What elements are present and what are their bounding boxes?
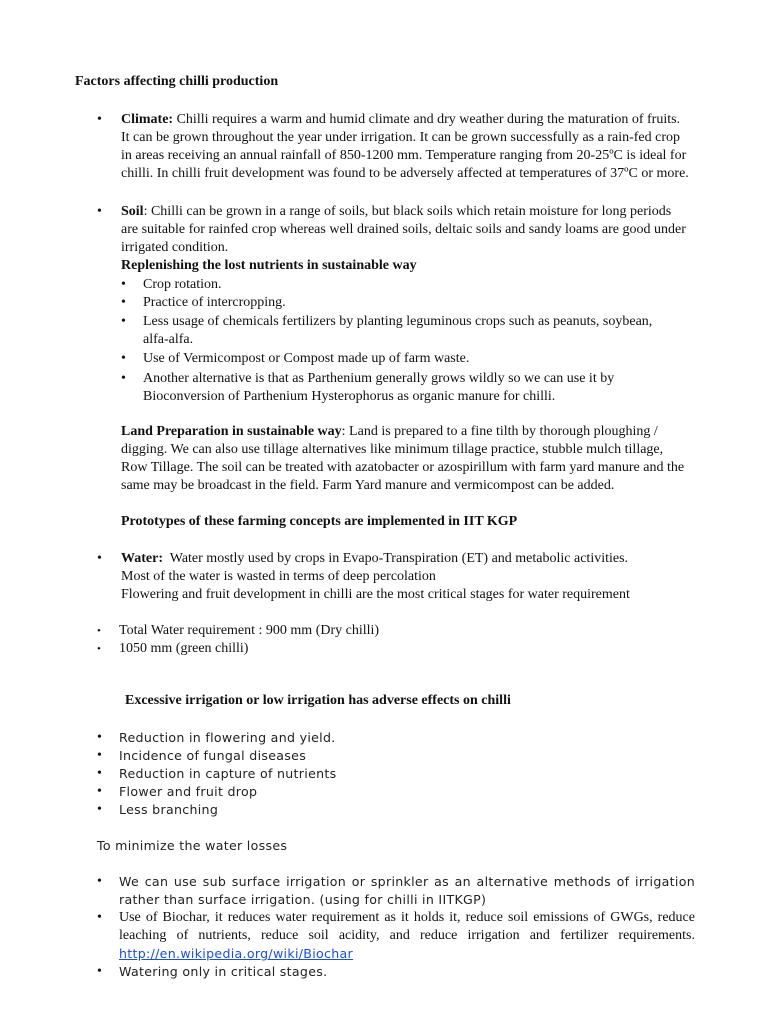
bullet-icon: • [97,784,102,799]
water-line-3: Flowering and fruit development in chilli are the most critical stages for water requirement [121,587,630,602]
bullet-icon: • [121,351,126,366]
list-item: Less branching [119,802,219,817]
land-paragraph [121,423,691,495]
bullet-icon: • [97,730,102,745]
water-line-1 [121,550,701,568]
water-line-2: Most of the water is wasted in terms of deep percolation [121,569,436,584]
bullet-icon: • [97,766,102,781]
list-item: Total Water requirement : 900 mm (Dry chilli) [119,623,380,638]
climate-text: Chilli requires a warm and humid climate and dry weather during the maturation of fruits. It can be grown throughout the year under irrigation. It can be grown successfully as a rain-fed crop in areas receiving an annual rainfall of 850-1200 mm. Temperature ranging from 20-25ºC is ideal for chilli. In chilli fruit development was found to be adversely affected at temperatures of 37ºC or more. [121,112,689,181]
list-item: Less usage of chemicals fertilizers by planting leguminous crops such as peanuts, soybean, alfa-alfa. [143,314,653,347]
bullet-icon: • [121,314,126,329]
bullet-icon: • [97,551,102,566]
bullet-icon: • [97,910,102,925]
list-item: Use of Vermicompost or Compost made up of farm waste. [143,351,470,366]
list-item: Crop rotation. [143,277,222,292]
bullet-icon: • [97,748,102,763]
minimize-heading: To minimize the water losses [97,838,288,853]
soil-text: : Chilli can be grown in a range of soils, but black soils which retain moisture for long periods are suitable for rainfed crop whereas well drained soils, deltaic soils and sandy loams are good under irrigated condition. [121,204,686,255]
water-text: Water mostly used by crops in Evapo-Transpiration (ET) and metabolic activities. [162,551,629,566]
list-item: Reduction in flowering and yield. [119,730,336,745]
land-label: Land Preparation in sustainable way [121,424,342,439]
land-text: : Land is prepared to a fine tilth by thorough ploughing / digging. We can also use tillage alternatives like minimum tillage practice, stubble mulch tillage, Row Tillage. The soil can be treated with azatobacter or azospirillum with farm yard manure and the same may be broadcast in the field. Farm Yard manure and vermicompost can be added. [121,424,685,493]
bullet-icon: • [97,874,102,889]
prototypes-note: Prototypes of these farming concepts are implemented in IIT KGP [121,514,518,529]
list-item: Another alternative is that as Parthenium generally grows wildly so we can use it by Bioconversion of Parthenium Hysterophorus as organic manure for chilli. [143,371,615,404]
list-item: 1050 mm (green chilli) [119,641,249,656]
list-item: Incidence of fungal diseases [119,748,307,763]
replenish-heading: Replenishing the lost nutrients in sustainable way [121,258,417,273]
bullet-icon: • [121,295,126,310]
method-sub-surface: We can use sub surface irrigation or sprinkler as an alternative methods of irrigation rather than surface irrigation. (using for chilli in IITKGP) [119,874,695,907]
bullet-icon: • [97,802,102,817]
water-label: Water: [121,551,163,566]
list-item: Practice of intercropping. [143,295,286,310]
method-biochar [119,909,695,964]
biochar-link[interactable]: http://en.wikipedia.org/wiki/Biochar [119,946,354,961]
climate-label: Climate: [121,112,174,127]
bullet-icon: • [121,277,126,292]
bullet-icon: • [97,625,101,637]
climate-paragraph [121,111,691,183]
list-item: Reduction in capture of nutrients [119,766,337,781]
list-item: Flower and fruit drop [119,784,258,799]
bullet-icon: • [97,112,102,127]
bullet-icon: • [97,964,102,979]
soil-label: Soil [121,204,144,219]
biochar-text: Use of Biochar, it reduces water requirement as it holds it, reduce soil emissions of GWGs, reduce leaching of nutrients, reduce soil acidity, and reduce irrigation and fertilizer requirements. [119,910,695,943]
bullet-icon: • [97,204,102,219]
document-title: Factors affecting chilli production [75,74,279,89]
method-critical-watering: Watering only in critical stages. [119,964,328,979]
bullet-icon: • [97,643,101,655]
irrigation-heading: Excessive irrigation or low irrigation has adverse effects on chilli [125,693,511,708]
bullet-icon: • [121,371,126,386]
soil-paragraph [121,203,691,257]
